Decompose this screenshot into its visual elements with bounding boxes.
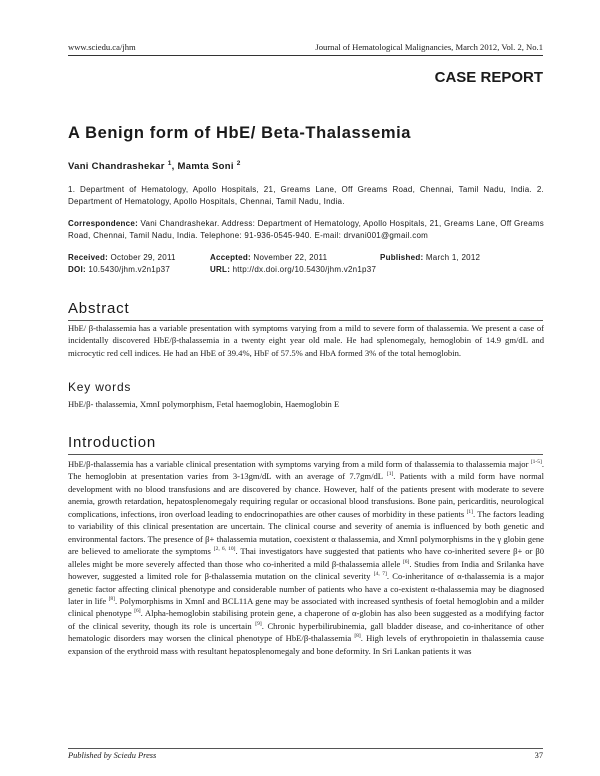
citation: [6] bbox=[134, 608, 141, 615]
intro-text-run: . Co-inheritance of α-thalassemia is a major genetic factor affecting clinical phenotype and considerable number of patients who have a co-existent α-thalassemia may be diagnosed later in life bbox=[68, 571, 544, 606]
affiliations: 1. Department of Hematology, Apollo Hospitals, 21, Greams Lane, Off Greams Road, Chennai, Tamil Nadu, India. 2. Department of Hematology, Apollo Hospitals, Chennai, Tamil Nadu, India. bbox=[68, 185, 544, 206]
published-label: Published: bbox=[380, 253, 424, 262]
intro-text-run: . Thai investigators have suggested that patients who have co-inherited severe β+ or β0 alleles might be more severely affected than those who co-inherited a mild β-thalassemia allele bbox=[68, 546, 544, 569]
doi bbox=[68, 264, 210, 276]
received-value: October 29, 2011 bbox=[108, 253, 176, 262]
intro-text-run: . Alpha-hemoglobin stabilising protein gene, a chaperone of α-globin has also been suggested as a modifying factor of the clinical severity, though its role is uncertain bbox=[68, 608, 544, 631]
citation: [1-5] bbox=[530, 459, 542, 466]
doi-value: 10.5430/jhm.v2n1p37 bbox=[85, 264, 171, 274]
doi-label: DOI: bbox=[68, 264, 86, 274]
correspondence-label: Correspondence: bbox=[68, 219, 138, 228]
url-value[interactable]: http://dx.doi.org/10.5430/jhm.v2n1p37 bbox=[230, 264, 377, 274]
header-divider bbox=[68, 55, 543, 56]
author-separator: , bbox=[171, 161, 178, 173]
introduction-divider bbox=[68, 454, 543, 455]
footer-divider bbox=[68, 748, 543, 749]
citation: [4, 7] bbox=[373, 571, 387, 578]
published-value: March 1, 2012 bbox=[423, 253, 481, 262]
citation: [1] bbox=[386, 471, 394, 478]
journal-website: www.sciedu.ca/jhm bbox=[68, 42, 136, 52]
dates-row bbox=[68, 252, 548, 264]
abstract-divider bbox=[68, 320, 543, 321]
author-list bbox=[68, 160, 241, 172]
intro-text-run: . Studies from India and Srilanka have however, suggested a limited role for β-thalassemia mutation on the clinical severity bbox=[68, 558, 544, 582]
keywords-heading: Key words bbox=[68, 380, 132, 394]
accepted-date bbox=[210, 252, 380, 264]
correspondence bbox=[68, 218, 544, 241]
citation: [9] bbox=[255, 621, 262, 628]
introduction-text bbox=[68, 458, 544, 657]
publisher-name: Published by Sciedu Press bbox=[68, 751, 157, 760]
received-label: Received: bbox=[68, 253, 109, 262]
author-name: Vani Chandrashekar bbox=[68, 161, 165, 173]
intro-text-run: . Patients with a mild form have normal development with no blood transfusions and are discovered by chance. However, half of the patients present with moderate to severe anemia, growth retardation, hepatosplenomegaly requiring regular or occasional blood transfusions. Bone pain, pericarditis, neurological complications, infections, iron overload leading to endocrinopathies are other causes of morbidity in these patients bbox=[68, 471, 544, 519]
correspondence-text: Vani Chandrashekar. Address: Department of Hematology, Apollo Hospitals, 21, Greams Lane, Off Greams Road, Chennai, Tamil Nadu, India. Telephone: 91-936-0545-940. E-mail: drvani001@gmail.com bbox=[68, 219, 544, 240]
url-label: URL: bbox=[210, 264, 231, 274]
publication-dates bbox=[68, 252, 548, 275]
article-title: A Benign form of HbE/ Beta-Thalassemia bbox=[68, 124, 412, 142]
citation: [2, 6, 10] bbox=[213, 546, 236, 553]
abstract-text: HbE/ β-thalassemia has a variable presentation with symptoms varying from a mild to severe form of thalassemia. We present a case of incidentally discovered HbE/β-thalassemia in a twenty eight year old male. He had splenomegaly, hemoglobin of 14.9 gm/dL and microcytic red cell indices. He had an HbE of 39.4%, HbF of 57.5% and HbA formed 3% of the total hemoglobin. bbox=[68, 323, 544, 358]
citation: [8] bbox=[354, 633, 361, 640]
citation: [1] bbox=[466, 508, 473, 515]
accepted-value: November 22, 2011 bbox=[250, 253, 328, 262]
intro-text-run: HbE/β-thalassemia has a variable clinical presentation with symptoms varying from a mild form of thalassemia to thalassemia major bbox=[68, 459, 529, 469]
journal-citation: Journal of Hematological Malignancies, March 2012, Vol. 2, No.1 bbox=[315, 42, 543, 52]
affiliation-marker: 2 bbox=[236, 160, 241, 167]
intro-text-run: . Polymorphisms in XmnI and BCL11A gene may be associated with increased synthesis of foetal hemoglobin and a milder clinical phenotype bbox=[68, 595, 544, 619]
running-header bbox=[68, 42, 543, 52]
article-url[interactable] bbox=[210, 264, 376, 276]
intro-text-run: . High levels of erythropoietin in thalassemia cause expansion of the erythroid mass with resultant hepatosplenomegaly and bone deformity. In Sri Lankan patients it was bbox=[68, 633, 545, 656]
page-footer bbox=[68, 751, 543, 760]
intro-text-run: . The hemoglobin at presentation varies from 3-13gm/dL with an average of 7.7gm/dL bbox=[68, 459, 544, 482]
received-date bbox=[68, 252, 210, 264]
intro-text-run: . Chronic hyperbilirubinemia, gall bladder disease, and co-inheritance of other hematologic disorders may worsen the clinical phenotype of HbE/β-thalassemia bbox=[68, 620, 544, 644]
published-date bbox=[380, 252, 480, 264]
keywords-text: HbE/β- thalassemia, XmnI polymorphism, Fetal haemoglobin, Haemoglobin E bbox=[68, 399, 340, 409]
abstract-heading: Abstract bbox=[68, 300, 130, 317]
identifiers-row bbox=[68, 264, 548, 276]
article-type-label: CASE REPORT bbox=[434, 69, 543, 86]
introduction-heading: Introduction bbox=[68, 434, 156, 451]
citation: [8] bbox=[108, 596, 115, 603]
intro-text-run: . The factors leading to variability of this clinical presentation are uncertain. The clinical course and severity of anemia is influenced by both genetic and environmental factors. The presence of β+ thalassemia mutation, coexistent α thalassemia, and XmnI polymorphisms in the γ globin gene are believed to ameliorate the symptoms bbox=[68, 508, 544, 557]
author-name: Mamta Soni bbox=[177, 161, 234, 173]
accepted-label: Accepted: bbox=[210, 253, 251, 262]
page-number: 37 bbox=[534, 751, 543, 760]
affiliation-marker: 1 bbox=[167, 160, 172, 167]
citation: [6] bbox=[402, 558, 410, 565]
